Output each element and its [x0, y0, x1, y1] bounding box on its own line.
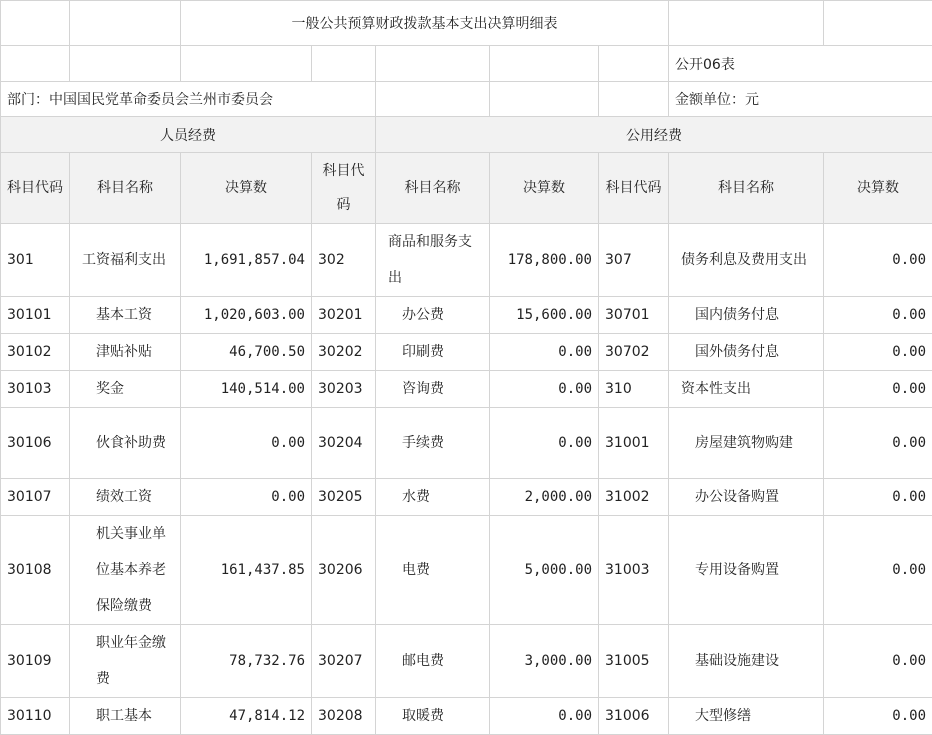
- table-row: [1, 224, 932, 297]
- amount-cell[interactable]: 5,000.00: [490, 516, 599, 625]
- code-cell[interactable]: 302: [312, 224, 376, 297]
- code-cell[interactable]: 30205: [312, 479, 376, 516]
- amount-cell[interactable]: 0.00: [490, 334, 599, 371]
- name-cell[interactable]: 津贴补贴: [70, 334, 181, 371]
- code-cell[interactable]: 301: [1, 224, 70, 297]
- cell[interactable]: [669, 1, 824, 46]
- amount-cell[interactable]: 78,732.76: [181, 625, 312, 698]
- name-cell[interactable]: 伙食补助费: [70, 408, 181, 479]
- department-label: 部门：中国国民党革命委员会兰州市委员会: [1, 82, 376, 117]
- amount-cell[interactable]: 0.00: [181, 479, 312, 516]
- amount-cell[interactable]: 178,800.00: [490, 224, 599, 297]
- header-code: 科目代码: [312, 153, 376, 224]
- code-cell[interactable]: 31006: [599, 698, 669, 735]
- amount-cell[interactable]: 47,814.12: [181, 698, 312, 735]
- code-cell[interactable]: 31002: [599, 479, 669, 516]
- amount-cell[interactable]: 0.00: [181, 408, 312, 479]
- header-name: 科目名称: [376, 153, 490, 224]
- page-title: 一般公共预算财政拨款基本支出决算明细表: [181, 1, 669, 46]
- header-name: 科目名称: [669, 153, 824, 224]
- unit-label: 金额单位：元: [669, 82, 932, 117]
- name-cell[interactable]: 取暖费: [376, 698, 490, 735]
- name-cell[interactable]: 邮电费: [376, 625, 490, 698]
- header-amount: 决算数: [824, 153, 932, 224]
- code-cell[interactable]: 30102: [1, 334, 70, 371]
- amount-cell[interactable]: 140,514.00: [181, 371, 312, 408]
- code-cell[interactable]: 307: [599, 224, 669, 297]
- name-cell[interactable]: 国外债务付息: [669, 334, 824, 371]
- name-cell[interactable]: 电费: [376, 516, 490, 625]
- code-cell[interactable]: 30109: [1, 625, 70, 698]
- name-cell[interactable]: 房屋建筑物购建: [669, 408, 824, 479]
- cell[interactable]: [1, 1, 70, 46]
- amount-cell[interactable]: 0.00: [490, 698, 599, 735]
- code-cell[interactable]: 30204: [312, 408, 376, 479]
- amount-cell[interactable]: 161,437.85: [181, 516, 312, 625]
- table-row: [1, 516, 932, 625]
- code-cell[interactable]: 31003: [599, 516, 669, 625]
- name-cell[interactable]: 手续费: [376, 408, 490, 479]
- name-cell[interactable]: 资本性支出: [669, 371, 824, 408]
- form-number: 公开06表: [669, 46, 932, 82]
- cell[interactable]: [490, 46, 599, 82]
- cell[interactable]: [599, 46, 669, 82]
- name-cell[interactable]: 办公费: [376, 297, 490, 334]
- amount-cell[interactable]: 0.00: [824, 334, 932, 371]
- name-cell[interactable]: 基础设施建设: [669, 625, 824, 698]
- group-header-personnel: 人员经费: [1, 117, 376, 153]
- amount-cell[interactable]: 2,000.00: [490, 479, 599, 516]
- cell[interactable]: [70, 46, 181, 82]
- cell[interactable]: [599, 82, 669, 117]
- header-code: 科目代码: [599, 153, 669, 224]
- cell[interactable]: [824, 1, 932, 46]
- name-cell[interactable]: 办公设备购置: [669, 479, 824, 516]
- code-cell[interactable]: 30108: [1, 516, 70, 625]
- name-cell[interactable]: 基本工资: [70, 297, 181, 334]
- code-cell[interactable]: 31001: [599, 408, 669, 479]
- code-cell[interactable]: 30110: [1, 698, 70, 735]
- code-cell[interactable]: 30106: [1, 408, 70, 479]
- amount-cell[interactable]: 0.00: [824, 371, 932, 408]
- amount-cell[interactable]: 1,020,603.00: [181, 297, 312, 334]
- header-code: 科目代码: [1, 153, 70, 224]
- name-cell[interactable]: 专用设备购置: [669, 516, 824, 625]
- name-cell[interactable]: 国内债务付息: [669, 297, 824, 334]
- name-cell[interactable]: 工资福利支出: [70, 224, 181, 297]
- amount-cell[interactable]: 46,700.50: [181, 334, 312, 371]
- cell[interactable]: [376, 82, 490, 117]
- name-cell[interactable]: 债务利息及费用支出: [669, 224, 824, 297]
- amount-cell[interactable]: 0.00: [824, 625, 932, 698]
- table-row: [1, 297, 932, 334]
- table-row: [1, 334, 932, 371]
- code-cell[interactable]: 30701: [599, 297, 669, 334]
- cell[interactable]: [181, 46, 312, 82]
- code-cell[interactable]: 30208: [312, 698, 376, 735]
- table-row: [1, 625, 932, 698]
- amount-cell[interactable]: 0.00: [824, 479, 932, 516]
- amount-cell[interactable]: 0.00: [824, 408, 932, 479]
- code-cell[interactable]: 310: [599, 371, 669, 408]
- amount-cell[interactable]: 0.00: [824, 224, 932, 297]
- name-cell[interactable]: 奖金: [70, 371, 181, 408]
- name-cell[interactable]: 商品和服务支出: [376, 224, 490, 297]
- code-cell[interactable]: 30107: [1, 479, 70, 516]
- code-cell[interactable]: 30206: [312, 516, 376, 625]
- table-row: [1, 408, 932, 479]
- cell[interactable]: [376, 46, 490, 82]
- code-cell[interactable]: 30103: [1, 371, 70, 408]
- amount-cell[interactable]: 0.00: [824, 297, 932, 334]
- amount-cell[interactable]: 0.00: [824, 698, 932, 735]
- amount-cell[interactable]: 3,000.00: [490, 625, 599, 698]
- code-cell[interactable]: 30101: [1, 297, 70, 334]
- group-header-public: 公用经费: [376, 117, 932, 153]
- code-cell[interactable]: 30702: [599, 334, 669, 371]
- header-amount: 决算数: [181, 153, 312, 224]
- cell[interactable]: [490, 82, 599, 117]
- name-cell[interactable]: 绩效工资: [70, 479, 181, 516]
- name-cell[interactable]: 机关事业单位基本养老保险缴费: [70, 516, 181, 625]
- header-name: 科目名称: [70, 153, 181, 224]
- code-cell[interactable]: 30207: [312, 625, 376, 698]
- table-row: [1, 479, 932, 516]
- amount-cell[interactable]: 0.00: [824, 516, 932, 625]
- amount-cell[interactable]: 0.00: [490, 408, 599, 479]
- code-cell[interactable]: 30201: [312, 297, 376, 334]
- name-cell[interactable]: 职业年金缴费: [70, 625, 181, 698]
- code-cell[interactable]: 30202: [312, 334, 376, 371]
- name-cell[interactable]: 职工基本: [70, 698, 181, 735]
- header-amount: 决算数: [490, 153, 599, 224]
- name-cell[interactable]: 水费: [376, 479, 490, 516]
- code-cell[interactable]: 31005: [599, 625, 669, 698]
- name-cell[interactable]: 大型修缮: [669, 698, 824, 735]
- code-cell[interactable]: 30203: [312, 371, 376, 408]
- cell[interactable]: [1, 46, 70, 82]
- cell[interactable]: [70, 1, 181, 46]
- cell[interactable]: [312, 46, 376, 82]
- amount-cell[interactable]: 1,691,857.04: [181, 224, 312, 297]
- amount-cell[interactable]: 0.00: [490, 371, 599, 408]
- name-cell[interactable]: 印刷费: [376, 334, 490, 371]
- amount-cell[interactable]: 15,600.00: [490, 297, 599, 334]
- table-row: [1, 371, 932, 408]
- name-cell[interactable]: 咨询费: [376, 371, 490, 408]
